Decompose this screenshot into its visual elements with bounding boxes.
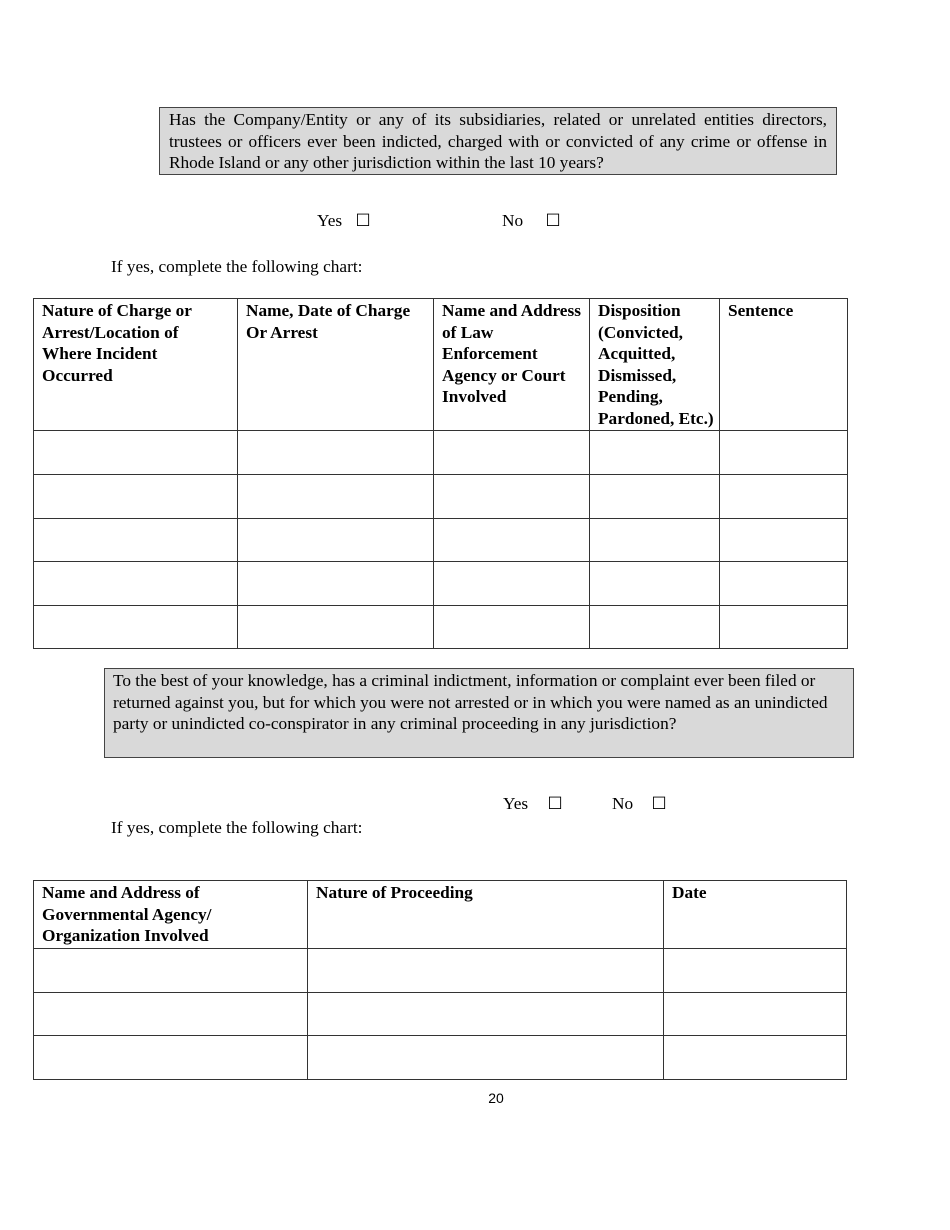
question-1-no-option[interactable] xyxy=(502,211,561,231)
question-1-no-checkbox[interactable]: ☐ xyxy=(545,211,561,231)
table-header-disposition: Disposition (Convicted, Acquitted, Dismissed, Pending, Pardoned, Etc.) xyxy=(590,299,720,431)
table-cell[interactable] xyxy=(590,475,720,519)
table-cell[interactable] xyxy=(664,992,847,1035)
table-cell[interactable] xyxy=(720,562,848,606)
question-1-no-label: No xyxy=(502,211,524,230)
table-row xyxy=(34,992,847,1035)
table-row xyxy=(34,606,848,649)
table-header-law-enforcement-agency: Name and Address of Law Enforcement Agency or Court Involved xyxy=(434,299,590,431)
table-row xyxy=(34,562,848,606)
table-cell[interactable] xyxy=(664,1035,847,1079)
table-header-nature-of-charge: Nature of Charge or Arrest/Location of Where Incident Occurred xyxy=(34,299,238,431)
table-cell[interactable] xyxy=(720,606,848,649)
question-1-yes-option[interactable] xyxy=(317,211,371,231)
question-2-yes-checkbox[interactable]: ☐ xyxy=(547,794,563,814)
table-cell[interactable] xyxy=(434,475,590,519)
table-header-nature-of-proceeding: Nature of Proceeding xyxy=(308,881,664,949)
table-cell[interactable] xyxy=(238,475,434,519)
table-cell[interactable] xyxy=(434,519,590,562)
table-cell[interactable] xyxy=(664,948,847,992)
table-cell[interactable] xyxy=(238,606,434,649)
table-cell[interactable] xyxy=(590,606,720,649)
table-cell[interactable] xyxy=(308,1035,664,1079)
table-cell[interactable] xyxy=(34,992,308,1035)
table-cell[interactable] xyxy=(34,948,308,992)
question-2-no-option[interactable] xyxy=(612,794,667,814)
table-cell[interactable] xyxy=(238,562,434,606)
table-header-sentence: Sentence xyxy=(720,299,848,431)
table-cell[interactable] xyxy=(434,431,590,475)
table-cell[interactable] xyxy=(720,519,848,562)
table-cell[interactable] xyxy=(34,1035,308,1079)
table-cell[interactable] xyxy=(238,431,434,475)
table-cell[interactable] xyxy=(34,606,238,649)
question-2-yes-option[interactable] xyxy=(503,794,563,814)
charges-table xyxy=(33,298,848,649)
proceedings-table xyxy=(33,880,847,1080)
table-cell[interactable] xyxy=(590,562,720,606)
table-cell[interactable] xyxy=(720,475,848,519)
table-cell[interactable] xyxy=(34,562,238,606)
table-cell[interactable] xyxy=(434,606,590,649)
table-cell[interactable] xyxy=(590,431,720,475)
table-cell[interactable] xyxy=(238,519,434,562)
table-header-governmental-agency: Name and Address of Governmental Agency/ Organization Involved xyxy=(34,881,308,949)
table-row xyxy=(34,431,848,475)
table-cell[interactable] xyxy=(308,992,664,1035)
table-cell[interactable] xyxy=(34,431,238,475)
table-cell[interactable] xyxy=(720,431,848,475)
question-1-yes-checkbox[interactable]: ☐ xyxy=(355,211,371,231)
question-2-instruction: If yes, complete the following chart: xyxy=(111,818,363,837)
table-cell[interactable] xyxy=(308,948,664,992)
table-row xyxy=(34,475,848,519)
table-cell[interactable] xyxy=(34,519,238,562)
question-2-text: To the best of your knowledge, has a criminal indictment, information or complaint ever been filed or returned against you, but for which you were not arrested or in which you were named as an unindicted party or unindicted co-conspirator in any criminal proceeding in any jurisdiction? xyxy=(104,668,854,758)
question-2-yes-label: Yes xyxy=(503,794,529,813)
question-1-text: Has the Company/Entity or any of its subsidiaries, related or unrelated entities directors, trustees or officers ever been indicted, charged with or convicted of any crime or offense in Rhode Island or any other jurisdiction within the last 10 years? xyxy=(159,107,837,175)
page-number: 20 xyxy=(488,1090,504,1106)
table-row xyxy=(34,948,847,992)
table-row xyxy=(34,519,848,562)
table-cell[interactable] xyxy=(590,519,720,562)
question-1-instruction: If yes, complete the following chart: xyxy=(111,257,363,276)
question-2-no-label: No xyxy=(612,794,634,813)
table-cell[interactable] xyxy=(434,562,590,606)
question-2-no-checkbox[interactable]: ☐ xyxy=(651,794,667,814)
table-cell[interactable] xyxy=(34,475,238,519)
table-header-date: Date xyxy=(664,881,847,949)
table-header-name-date-of-charge: Name, Date of Charge Or Arrest xyxy=(238,299,434,431)
question-1-yes-label: Yes xyxy=(317,211,343,230)
table-row xyxy=(34,1035,847,1079)
